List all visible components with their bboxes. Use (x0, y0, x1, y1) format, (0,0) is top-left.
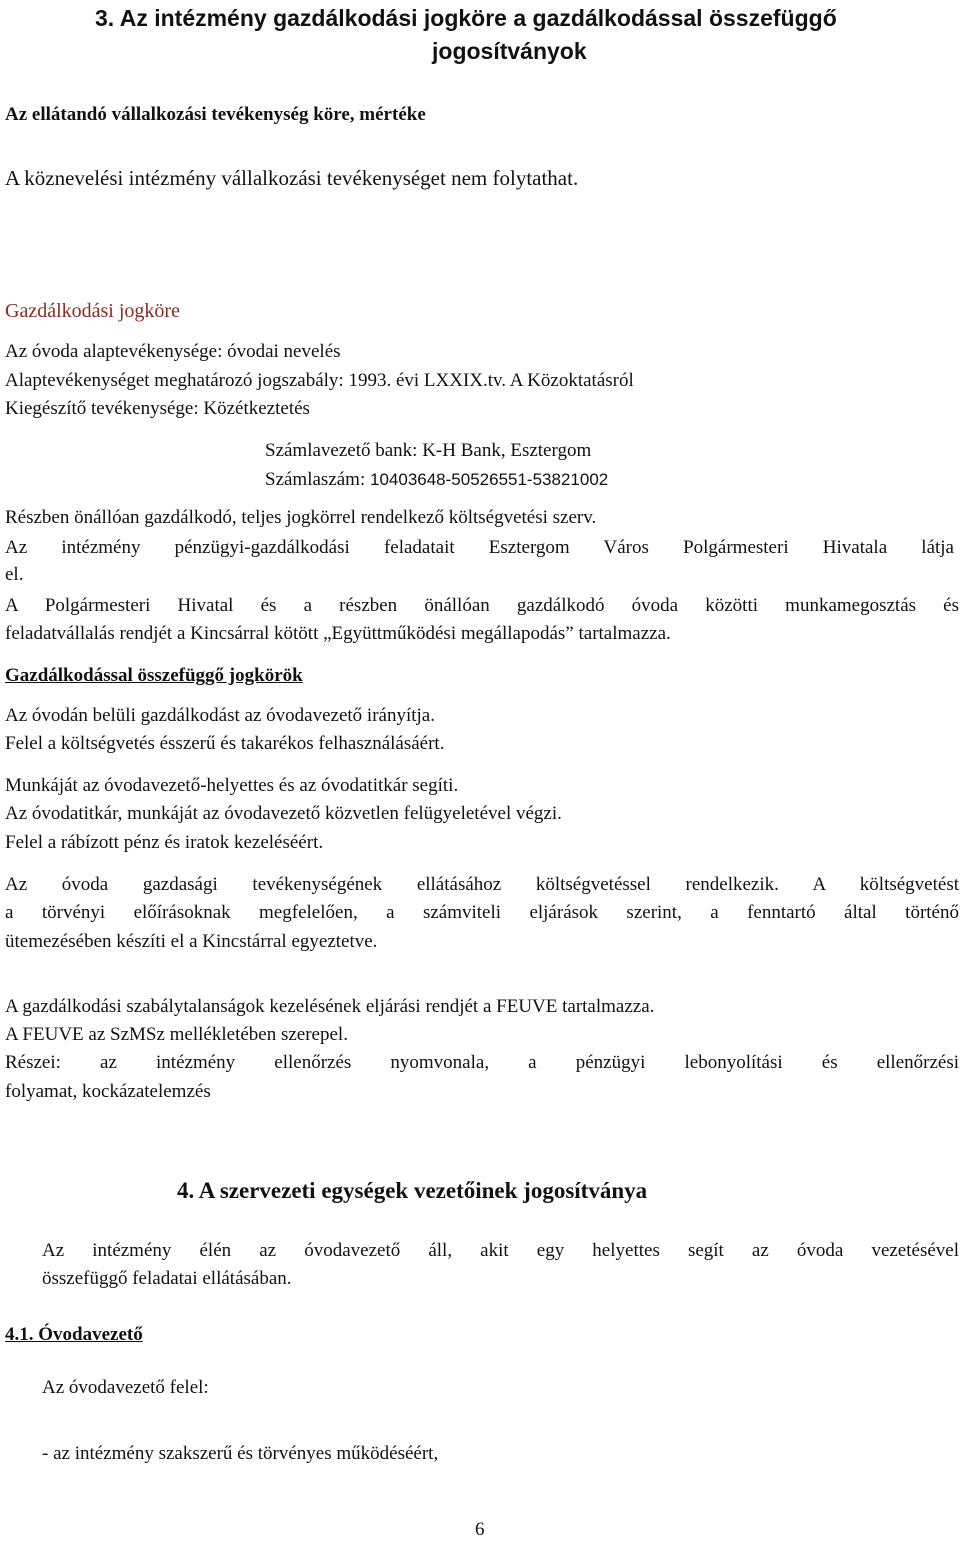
supplementary-activity: Kiegészítő tevékenysége: Közétkeztetés (5, 398, 310, 419)
budget-paragraph-line-3: ütemezésében készíti el a Kincstárral egyeztetve. (5, 931, 378, 952)
feuve-parts-line-1: Részei: az intézmény ellenőrzés nyomvonala, a pénzügyi lebonyolítási és ellenőrzési (5, 1052, 959, 1073)
financial-tasks-line-2: el. (5, 564, 24, 585)
account-number-line (265, 468, 608, 492)
account-number-label: Számlaszám: (265, 469, 370, 490)
bank-info: Számlavezető bank: K-H Bank, Esztergom (265, 440, 592, 461)
responsibility-bullet-1: - az intézmény szakszerű és törvényes működéséért, (42, 1443, 439, 1464)
feuve-paragraph-2: A FEUVE az SzMSz mellékletében szerepel. (5, 1024, 348, 1045)
division-of-labour-line-2: feladatvállalás rendjét a Kincsárral kötött „Együttműködési megállapodás” tartalmazza. (5, 623, 671, 644)
related-power-3: Munkáját az óvodavezető-helyettes és az óvodatitkár segíti. (5, 775, 459, 796)
core-activity: Az óvoda alaptevékenysége: óvodai nevelés (5, 341, 341, 362)
section-3-title-line-2: jogosítványok (432, 38, 587, 64)
related-powers-heading: Gazdálkodással összefüggő jogkörök (5, 665, 303, 686)
core-activity-legislation: Alaptevékenységet meghatározó jogszabály: 1993. évi LXXIX.tv. A Közoktatásról (5, 370, 634, 391)
related-power-4: Az óvodatitkár, munkáját az óvodavezető közvetlen felügyeletével végzi. (5, 803, 562, 824)
business-activity-subheading: Az ellátandó vállalkozási tevékenység köre, mértéke (5, 104, 426, 125)
kindergarten-head-responsible: Az óvodavezető felel: (42, 1377, 209, 1398)
related-power-1: Az óvodán belüli gazdálkodást az óvodavezető irányítja. (5, 705, 435, 726)
no-business-statement: A köznevelési intézmény vállalkozási tevékenységet nem folytathat. (5, 166, 579, 190)
feuve-paragraph-1: A gazdálkodási szabálytalanságok kezelésének eljárási rendjét a FEUVE tartalmazza. (5, 996, 655, 1017)
budget-paragraph-line-1: Az óvoda gazdasági tevékenységének ellátásához költségvetéssel rendelkezik. A költségvetést (5, 874, 959, 895)
related-power-5: Felel a rábízott pénz és iratok kezeléséért. (5, 832, 324, 853)
budget-body-status: Részben önállóan gazdálkodó, teljes jogkörrel rendelkező költségvetési szerv. (5, 507, 597, 528)
management-authority-heading: Gazdálkodási jogköre (5, 300, 180, 322)
section-4-intro-line-1: Az intézmény élén az óvodavezető áll, akit egy helyettes segít az óvoda vezetésével (42, 1240, 959, 1261)
section-4-title: 4. A szervezeti egységek vezetőinek jogosítványa (177, 1178, 648, 1203)
division-of-labour-line-1: A Polgármesteri Hivatal és a részben önállóan gazdálkodó óvoda közötti munkamegosztás és (5, 595, 959, 616)
feuve-parts-line-2: folyamat, kockázatelemzés (5, 1081, 211, 1102)
account-number-value: 10403648-50526551-53821002 (370, 470, 609, 489)
budget-paragraph-line-2: a törvényi előírásoknak megfelelően, a számviteli eljárások szerint, a fenntartó által történő (5, 902, 959, 923)
section-3-title-line-1: 3. Az intézmény gazdálkodási jogköre a gazdálkodással összefüggő (95, 5, 837, 31)
page-number: 6 (475, 1519, 485, 1540)
financial-tasks-line-1: Az intézmény pénzügyi-gazdálkodási feladatait Esztergom Város Polgármesteri Hivatala látja (5, 537, 954, 558)
kindergarten-head-heading: 4.1. Óvodavezető (5, 1324, 143, 1345)
section-4-intro-line-2: összefüggő feladatai ellátásában. (42, 1268, 292, 1289)
related-power-2: Felel a költségvetés ésszerű és takarékos felhasználásáért. (5, 733, 445, 754)
